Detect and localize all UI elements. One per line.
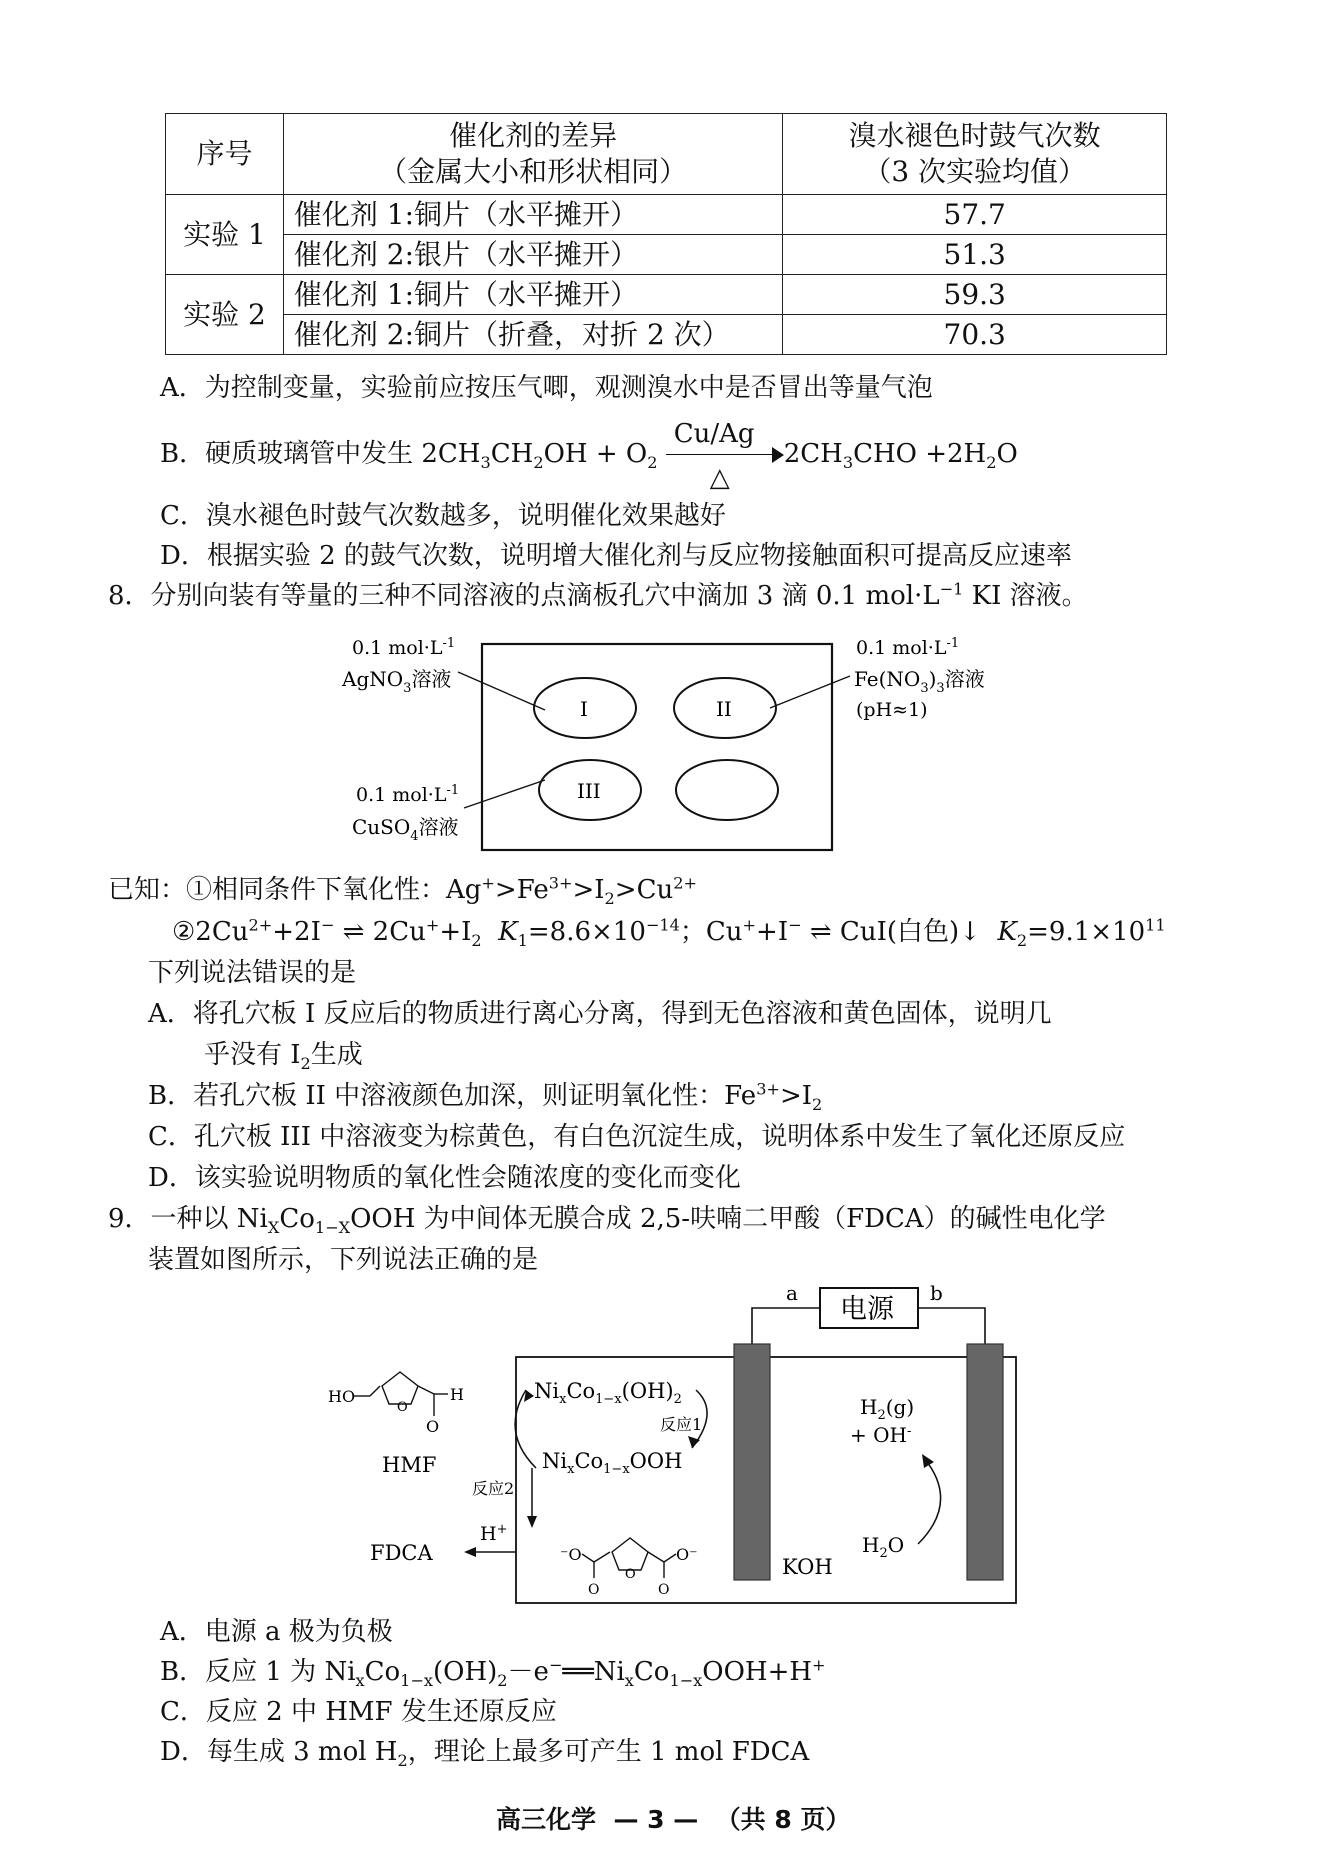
fdca-label: FDCA: [370, 1541, 433, 1565]
table-header-row: [166, 114, 1167, 195]
hmf-h-label: H: [450, 1385, 464, 1404]
q7-option-d: D．根据实验 2 的鼓气次数，说明增大催化剂与反应物接触面积可提高反应速率: [160, 541, 1072, 571]
header-count-line2: （3 次实验均值）: [863, 155, 1087, 188]
q9-stem-line1: 9．一种以 $Ni_XCo_{1-X}OOH$ 为中间体无膜合成 2,5-呋喃二甲酸（FDCA）的碱性电化学: [108, 1204, 1106, 1238]
value-cell: 59.3: [783, 275, 1167, 315]
q8-a2-end: 生成: [310, 1040, 363, 1070]
svg-text:O: O: [658, 1582, 670, 1598]
fe-solution: 溶液: [944, 667, 985, 691]
q9-stem-rest: OOH 为中间体无膜合成 2,5-呋喃二甲酸（FDCA）的碱性电化学: [350, 1204, 1106, 1234]
fdca-furan-ring: [612, 1538, 648, 1570]
svg-text:H2(g): $H_2(g)$: [860, 1395, 915, 1423]
value-cell: 51.3: [783, 235, 1167, 275]
q8-known-2: $②2Cu^{2+}+2I^-$ ⇌ $2Cu^++I_2$ $K_1=8.6\times 10^{-14}$；Cu++I− ⇌ CuI(白色)↓ $K_2=9.1\times 10^{11}$: [172, 915, 1166, 951]
catalyst-cell: 催化剂 2:铜片（折叠，对折 2 次）: [283, 315, 782, 355]
page-footer: [496, 1800, 850, 1836]
k2-value: =9.1×10: [1027, 917, 1146, 947]
svg-text:0.1 mol·L-1: 0.1 $mol\cdot L^{-1}$: [352, 636, 456, 659]
q9-option-d: D．每生成 3 mol $H_2$，理论上最多可产生 1 mol FDCA: [160, 1737, 810, 1771]
spot-plate-frame: [482, 644, 832, 850]
q8-known-1: 已知：①相同条件下氧化性：$Ag^+>Fe^{3+}>I_2>Cu^{2+}$: [108, 873, 697, 909]
reaction-2-label: 反应2: [472, 1479, 515, 1498]
cuso4-formula: CuSO: [352, 815, 411, 839]
q9-option-b: B．反应 1 为 $Ni_xCo_{1-x}(OH)_2-e^-══Ni_xCo_{1-x}OOH+H^+$: [160, 1655, 826, 1691]
table-row: [166, 195, 1167, 235]
footer-subject: 高三化学: [496, 1805, 597, 1834]
svg-text:H2O: $H_2O$: [862, 1533, 905, 1561]
q8-b-text: B．若孔穴板 II 中溶液颜色加深，则证明氧化性：Fe: [148, 1081, 757, 1111]
q9-stem-line2: 装置如图所示，下列说法正确的是: [148, 1245, 539, 1275]
table-row: [166, 315, 1167, 355]
fe-conc: 0.1 mol·L: [856, 637, 947, 659]
k1-value: =8.6×10: [527, 917, 646, 947]
svg-text:0.1 mol·L-1: 0.1 $mol\cdot L^{-1}$: [856, 636, 960, 659]
ni-hydroxide-label: $Ni_xCo_{1-x}(OH)_2$: [534, 1379, 682, 1407]
header-catalyst: [283, 114, 782, 195]
agno3-solution: 溶液: [411, 667, 452, 691]
q7-option-c: C．溴水褪色时鼓气次数越多，说明催化效果越好: [160, 501, 726, 531]
header-catalyst-line2: （金属大小和形状相同）: [379, 155, 688, 188]
q9-d-prefix: D．每生成 3 mol H: [160, 1737, 398, 1767]
q7-option-b: B．硬质玻璃管中发生 $2CH_3CH_2OH + O_2$ Cu/Ag △ $2CH_3CHO +2H_2O$: [160, 434, 1018, 474]
catalyst-cell: 催化剂 1:铜片（水平摊开）: [283, 195, 782, 235]
q8-option-c: C．孔穴板 III 中溶液变为棕黄色，有白色沉淀生成，说明体系中发生了氧化还原反应: [148, 1122, 1126, 1152]
header-count-line1: 溴水褪色时鼓气次数: [848, 119, 1101, 152]
svg-text:+ OH-: + OH-: [850, 1423, 912, 1447]
q7-b-prefix: B．硬质玻璃管中发生 2CH: [160, 439, 481, 469]
arrow-heat-label: △: [709, 463, 730, 493]
reaction-1-label: 反应1: [660, 1415, 703, 1434]
q8-option-a-line1: A．将孔穴板 I 反应后的物质进行离心分离，得到无色溶液和黄色固体，说明几: [148, 999, 1052, 1029]
svg-text:O: O: [397, 1400, 408, 1415]
electrochemical-cell-diagram: [320, 1282, 1020, 1612]
agno3-formula: AgNO: [342, 667, 404, 691]
q8-stem-prefix: 8．分别向装有等量的三种不同溶液的点滴板孔穴中滴加 3 滴 0.1 mol·L: [108, 581, 940, 611]
arrow-catalyst-label: Cu/Ag: [673, 419, 755, 449]
electrode-a: [734, 1344, 770, 1580]
q8-a2-text: 乎没有 I: [204, 1040, 301, 1070]
electrode-b: [967, 1344, 1003, 1580]
header-count: [783, 114, 1167, 195]
h2g-label: H: [860, 1395, 878, 1419]
q9-b-prefix: B．反应 1 为 Ni: [160, 1657, 356, 1687]
catalyst-cell: 催化剂 2:银片（水平摊开）: [283, 235, 782, 275]
h2o-label: H: [862, 1533, 880, 1557]
value-cell: 70.3: [783, 315, 1167, 355]
q8-known-label: 已知：①相同条件下氧化性：Ag: [108, 875, 482, 905]
q9-stem-prefix: 9．一种以 Ni: [108, 1204, 268, 1234]
well-1-label: I: [580, 697, 588, 721]
svg-text:0.1 mol·L-1: 0.1 $mol\cdot L^{-1}$: [356, 783, 460, 806]
svg-text:H+: H+: [480, 1522, 508, 1545]
group-name: 实验 1: [166, 195, 284, 275]
h-plus-label: H: [480, 1523, 497, 1545]
fe-ph: (pH≈1): [856, 699, 928, 721]
fe-formula: Fe(NO: [854, 667, 921, 691]
q8-option-d: D．该实验说明物质的氧化性会随浓度的变化而变化: [148, 1163, 741, 1193]
spot-plate-diagram: [340, 628, 1020, 856]
header-catalyst-line1: 催化剂的差异: [449, 119, 618, 152]
terminal-b-label: b: [930, 1282, 943, 1305]
svg-text:Fe(NO3)3溶液: $Fe(NO_3)_3$溶液: [854, 667, 985, 696]
footer-total-pages: （共 8 页）: [715, 1805, 851, 1834]
svg-text:O: O: [625, 1567, 636, 1582]
q8-stem: 8．分别向装有等量的三种不同溶液的点滴板孔穴中滴加 3 滴 0.1 $mol\cdot L^{-1}$ KI 溶液。: [108, 579, 1088, 611]
oh-label: + OH: [850, 1423, 907, 1447]
q8-option-a-line2: 乎没有 $I_2$生成: [204, 1040, 363, 1074]
header-index: 序号: [166, 114, 284, 195]
svg-text:⁻O: ⁻O: [560, 1545, 582, 1564]
q8-ask: 下列说法错误的是: [148, 958, 357, 988]
hmf-ho-label: HO: [328, 1387, 356, 1406]
q8-stem-suffix: KI 溶液。: [971, 581, 1088, 611]
value-cell: 57.7: [783, 195, 1167, 235]
cuso4-solution: 溶液: [418, 815, 459, 839]
q9-option-a: A．电源 a 极为负极: [160, 1617, 393, 1647]
svg-text:O: O: [426, 1417, 440, 1436]
well-4: [676, 760, 778, 820]
koh-label: KOH: [782, 1555, 833, 1579]
svg-text:O: O: [588, 1582, 600, 1598]
q7-option-a: A．为控制变量，实验前应按压气唧，观测溴水中是否冒出等量气泡: [160, 373, 933, 403]
experiment-table: [165, 113, 1167, 355]
svg-text:AgNO3溶液: AgNO$_3$溶液: [342, 667, 452, 696]
well-2-label: II: [716, 697, 732, 721]
svg-text:O⁻: O⁻: [676, 1545, 698, 1564]
footer-page-number: — 3 —: [613, 1805, 699, 1834]
q9-option-c: C．反应 2 中 HMF 发生还原反应: [160, 1697, 557, 1727]
table-row: [166, 235, 1167, 275]
q8-option-b: B．若孔穴板 II 中溶液颜色加深，则证明氧化性：$Fe^{3+}>I_2$: [148, 1079, 823, 1115]
agno3-conc: 0.1 mol·L: [352, 637, 443, 659]
terminal-a-label: a: [786, 1282, 798, 1305]
well-3-label: III: [577, 779, 601, 803]
group-name: 实验 2: [166, 275, 284, 355]
svg-text:CuSO4溶液: CuSO$_4$溶液: [352, 815, 459, 844]
power-source-label: 电源: [840, 1294, 894, 1325]
reaction-arrow: [666, 419, 784, 493]
table-row: [166, 275, 1167, 315]
ni-oxyhydroxide-label: $Ni_xCo_{1-x}OOH$: [542, 1449, 683, 1477]
hmf-label: HMF: [382, 1453, 437, 1477]
cuso4-conc: 0.1 mol·L: [356, 784, 447, 806]
catalyst-cell: 催化剂 1:铜片（水平摊开）: [283, 275, 782, 315]
